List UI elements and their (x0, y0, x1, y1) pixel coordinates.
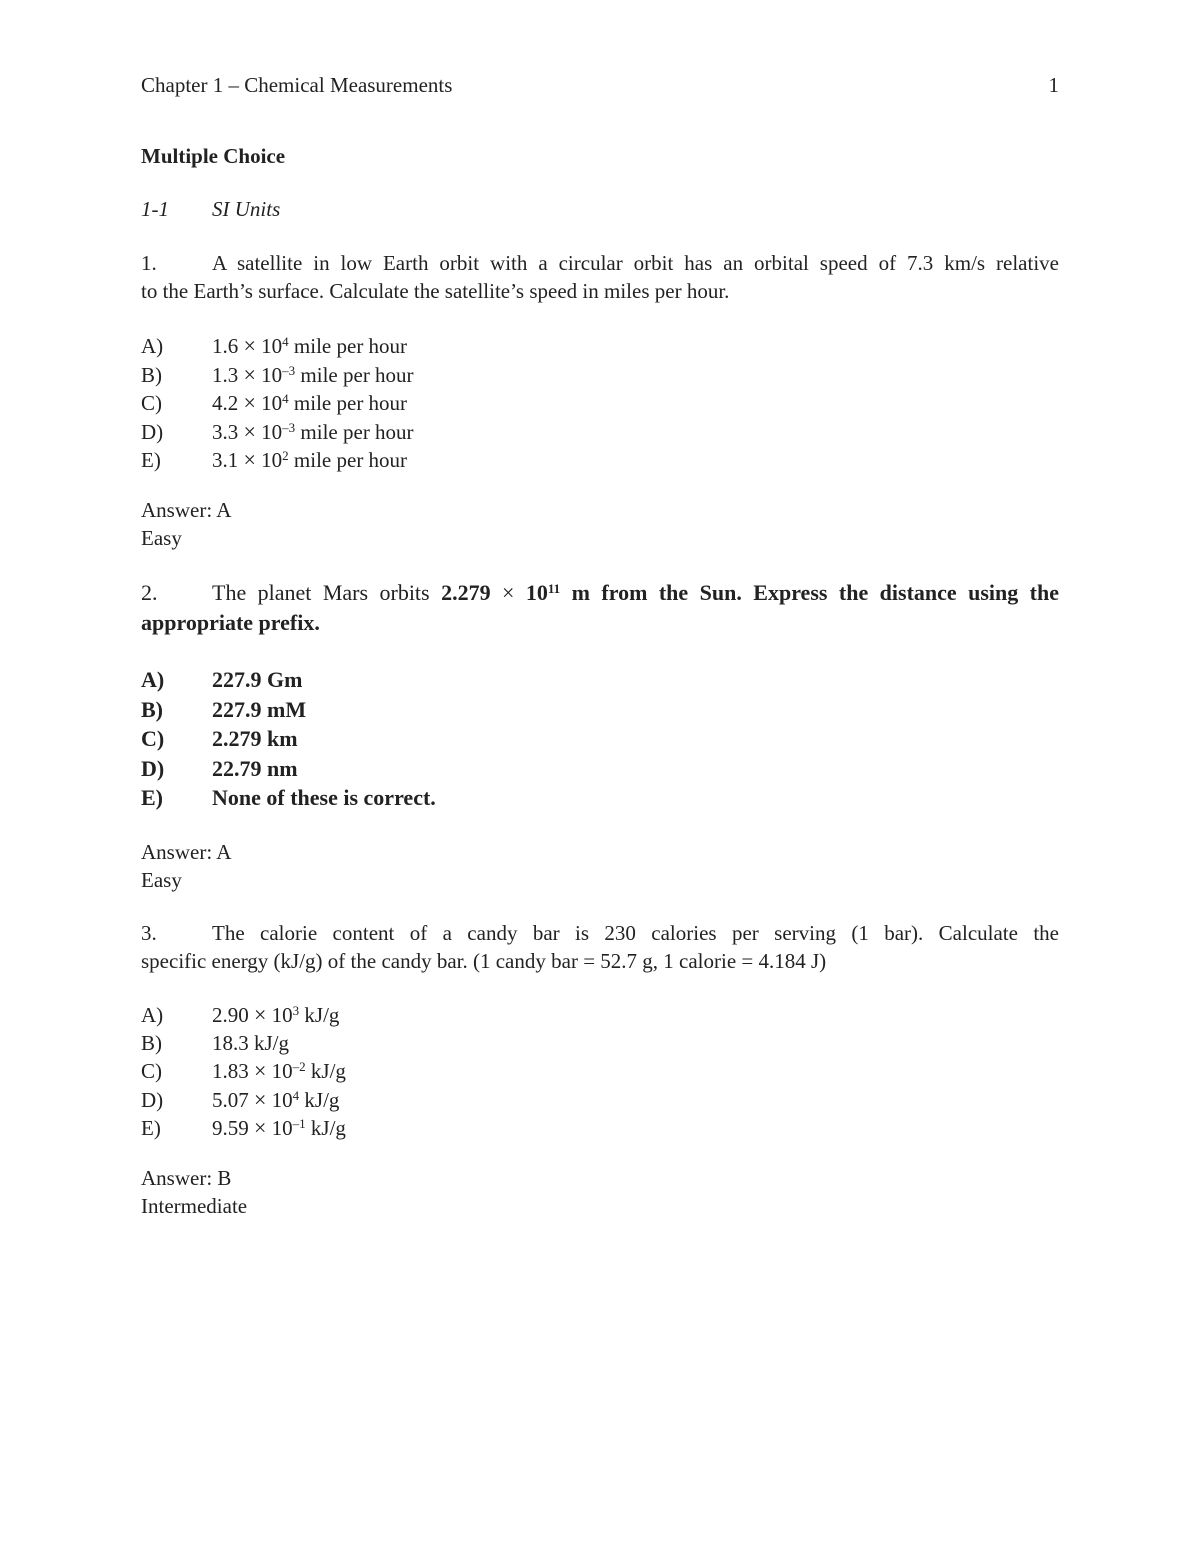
difficulty-text: Easy (141, 867, 182, 892)
times-symbol: × (254, 1058, 267, 1083)
option-letter: A) (141, 1003, 164, 1027)
question-2-option-c (141, 724, 1059, 754)
question-3-option-a (141, 1001, 1059, 1030)
question-2-option-b (141, 695, 1059, 725)
option-mantissa: 1.3 (212, 362, 239, 387)
question-1-stem-line2: to the Earth’s surface. Calculate the satellite’s speed in miles per hour. (141, 278, 730, 303)
question-1-option-d (141, 418, 1059, 447)
answer-text: Answer: B (141, 1166, 232, 1190)
option-base: 10 (261, 419, 283, 444)
option-text: 18.3 kJ/g (212, 1030, 290, 1055)
question-3-option-b (141, 1030, 1059, 1058)
question-3-option-e (141, 1114, 1059, 1143)
option-letter: B) (141, 1030, 162, 1055)
question-3-stem-line1-row (141, 920, 1059, 948)
question-2-options (141, 665, 1059, 813)
option-mantissa: 1.83 (212, 1059, 249, 1083)
times-symbol: × (502, 580, 515, 605)
option-text: None of these is correct. (212, 785, 436, 810)
option-exponent: 2 (282, 448, 289, 463)
option-base: 10 (271, 1087, 293, 1112)
section-heading: Multiple Choice (141, 144, 286, 168)
option-mantissa: 2.90 (212, 1003, 249, 1027)
question-2-stem-line2: appropriate prefix. (141, 610, 320, 635)
option-unit: mile per hour (300, 419, 414, 444)
option-letter: C) (141, 1059, 162, 1083)
option-mantissa: 9.59 (212, 1116, 249, 1140)
times-symbol: × (243, 361, 256, 387)
question-2-value: 2.279 (441, 580, 491, 605)
question-2-option-a (141, 665, 1059, 695)
option-unit: kJ/g (310, 1116, 346, 1140)
option-mantissa: 5.07 (212, 1087, 249, 1112)
question-1-answer (141, 497, 1059, 552)
option-letter: E) (141, 1116, 161, 1140)
subsection-title (141, 196, 280, 224)
question-3-option-d (141, 1086, 1059, 1115)
option-letter: E) (141, 448, 161, 472)
question-3-options (141, 1001, 1059, 1143)
times-symbol: × (254, 1086, 267, 1112)
option-exponent: 4 (282, 334, 289, 349)
chapter-title: Chapter 1 – Chemical Measurements (141, 73, 453, 97)
question-1-stem (141, 250, 1059, 305)
times-symbol: × (243, 418, 256, 444)
option-unit: kJ/g (304, 1003, 340, 1027)
question-2-stem-plain: The planet Mars orbits (212, 580, 442, 605)
question-1-options (141, 332, 1059, 475)
option-text: 22.79 nm (212, 755, 298, 781)
question-2-option-e (141, 783, 1059, 813)
option-base: 10 (261, 448, 283, 472)
times-symbol: × (243, 333, 256, 358)
question-1-option-b (141, 361, 1059, 390)
option-mantissa: 3.3 (212, 419, 239, 444)
question-1 (141, 250, 1059, 305)
option-unit: mile per hour (300, 362, 414, 387)
option-text: 227.9 mM (212, 696, 307, 722)
difficulty-text: Easy (141, 525, 182, 550)
option-exponent: –3 (282, 362, 296, 378)
option-base: 10 (261, 334, 283, 358)
option-letter: A) (141, 334, 164, 358)
option-exponent: –2 (292, 1059, 306, 1074)
times-symbol: × (243, 390, 256, 415)
question-3-number: 3. (141, 921, 157, 945)
option-mantissa: 1.6 (212, 334, 239, 358)
page-number: 1 (1048, 73, 1059, 97)
question-1-number: 1. (141, 251, 157, 275)
question-2-base: 10 (525, 580, 548, 605)
option-letter: D) (141, 755, 165, 781)
option-exponent: 4 (282, 391, 289, 406)
question-3-stem-line1: The calorie content of a candy bar is 230 calories per serving (1 bar). Calculate the (212, 921, 1059, 945)
option-letter: A) (141, 667, 165, 692)
question-3-option-c (141, 1057, 1059, 1086)
option-base: 10 (271, 1003, 293, 1027)
question-2-number: 2. (141, 580, 158, 605)
option-exponent: 3 (292, 1003, 300, 1018)
option-base: 10 (271, 1059, 293, 1083)
option-unit: kJ/g (310, 1059, 346, 1083)
option-letter: E) (141, 785, 163, 810)
question-2-option-d (141, 754, 1059, 784)
option-unit: mile per hour (293, 448, 408, 472)
question-3 (141, 920, 1059, 975)
question-2-exponent: 11 (547, 581, 561, 596)
option-letter: C) (141, 726, 165, 751)
question-2-stem-line1 (141, 578, 1059, 608)
option-exponent: –1 (292, 1116, 306, 1131)
answer-text: Answer: A (141, 840, 232, 864)
question-1-option-a (141, 332, 1059, 361)
option-mantissa: 4.2 (212, 391, 239, 415)
option-unit: kJ/g (304, 1087, 340, 1112)
option-base: 10 (271, 1116, 293, 1140)
question-3-answer (141, 1165, 1059, 1220)
option-mantissa: 3.1 (212, 448, 239, 472)
option-exponent: –3 (282, 419, 296, 435)
option-unit: mile per hour (293, 334, 408, 358)
option-letter: B) (141, 362, 162, 387)
option-letter: D) (141, 419, 164, 444)
page-header (141, 72, 1059, 100)
answer-text: Answer: A (141, 498, 232, 522)
subsection-number: 1-1 (141, 197, 169, 221)
times-symbol: × (254, 1002, 267, 1027)
option-letter: C) (141, 391, 162, 415)
question-1-option-c (141, 389, 1059, 418)
times-symbol: × (254, 1115, 267, 1140)
option-base: 10 (261, 391, 283, 415)
question-1-option-e (141, 446, 1059, 475)
difficulty-text: Intermediate (141, 1193, 248, 1218)
question-1-stem-line1: A satellite in low Earth orbit with a circular orbit has an orbital speed of 7.3 km/s relative (212, 251, 1059, 275)
question-3-stem-line2: specific energy (kJ/g) of the candy bar. (1 candy bar = 52.7 g, 1 calorie = 4.184 J) (141, 948, 827, 973)
question-2 (141, 578, 1059, 638)
option-letter: D) (141, 1087, 164, 1112)
question-2-answer (141, 839, 1059, 894)
option-base: 10 (261, 362, 283, 387)
option-letter: B) (141, 696, 163, 722)
option-unit: mile per hour (293, 391, 408, 415)
option-text: 2.279 km (212, 726, 298, 751)
option-exponent: 4 (292, 1087, 300, 1103)
option-text: 227.9 Gm (212, 667, 303, 692)
times-symbol: × (243, 447, 256, 472)
subsection-label: SI Units (212, 197, 281, 221)
question-2-stem-rest: m from the Sun. Express the distance using the (560, 580, 1060, 605)
